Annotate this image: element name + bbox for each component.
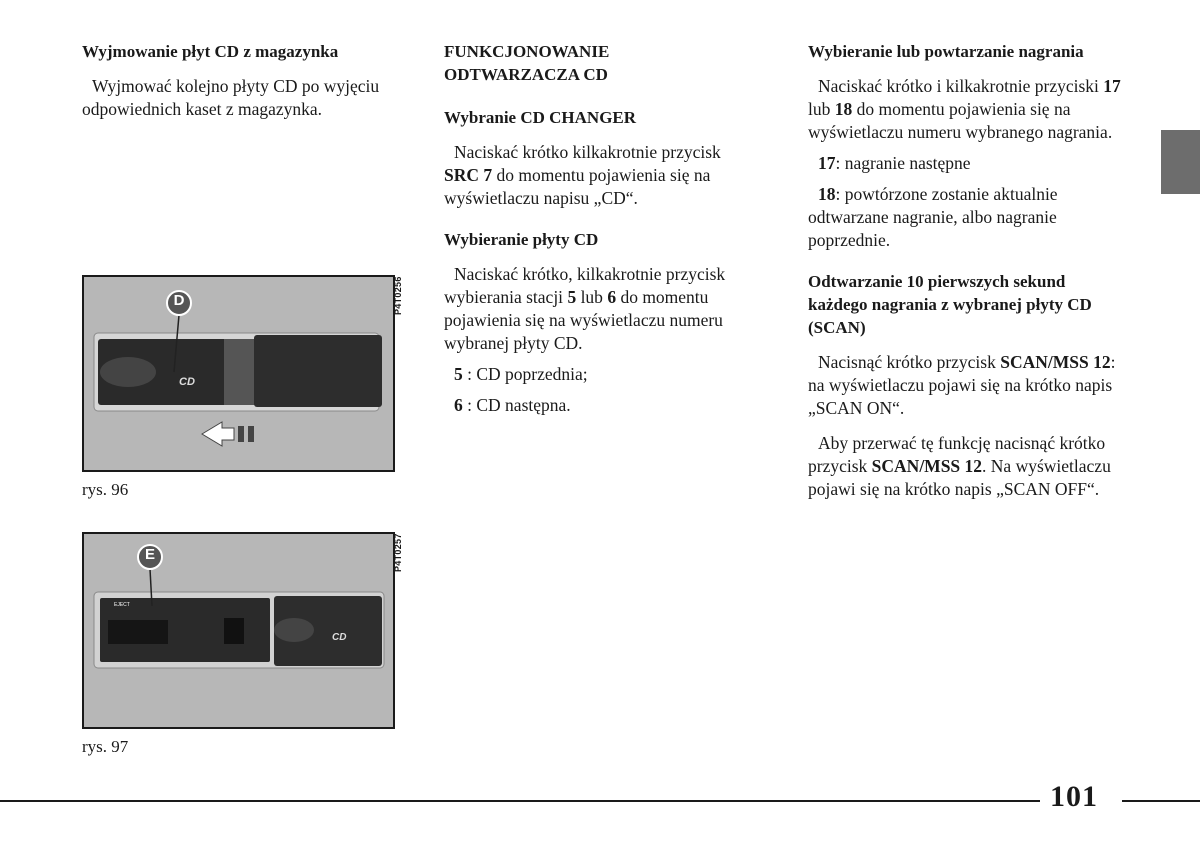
text: Nacisnąć krótko przycisk <box>818 352 1001 372</box>
text: . Na wyświetlaczu pojawi się na krótko napis „SCAN OFF“. <box>808 456 1111 499</box>
figure-97 <box>82 532 395 729</box>
callout-e: E <box>144 546 155 563</box>
bold-text: SCAN/MSS 12 <box>871 456 983 476</box>
text: do momentu pojawienia się na wyświetlaczu numeru wybranego nagrania. <box>808 99 1113 142</box>
figure-code-97: P4T0257 <box>393 533 403 572</box>
item-18 <box>808 183 1122 252</box>
text: do momentu pojawienia się na wyświetlaczu numeru wybranej płyty CD. <box>444 287 723 353</box>
text: lub <box>808 99 835 119</box>
bold-text: SRC 7 <box>444 165 493 185</box>
bold-text: 5 <box>454 364 463 384</box>
figure-96 <box>82 275 395 472</box>
text: : CD następna. <box>462 395 571 415</box>
paragraph-select-track <box>808 75 1122 144</box>
cd-changer-illustration-96 <box>84 277 393 470</box>
text: : CD poprzednia; <box>462 364 588 384</box>
bold-text: 18 <box>818 184 836 204</box>
bold-text: 17 <box>1103 76 1121 96</box>
text: Naciskać krótko, kilkakrotnie przycisk wybierania stacji <box>444 264 726 307</box>
text: : nagranie następne <box>835 153 971 173</box>
cd-changer-illustration-97 <box>84 534 393 727</box>
bold-text: SCAN/MSS 12 <box>1000 352 1111 372</box>
caption-97: rys. 97 <box>82 737 129 756</box>
bold-text: 17 <box>818 153 836 173</box>
paragraph-scan-off <box>808 432 1122 501</box>
bold-text: 6 <box>607 287 617 307</box>
page-number: 101 <box>1050 780 1098 813</box>
column-2 <box>444 40 760 417</box>
bold-text: 18 <box>834 99 853 119</box>
text: Naciskać krótko kilkakrotnie przycisk <box>454 142 721 162</box>
eject-label: EJECT <box>114 602 130 608</box>
heading-line-2: ODTWARZACZA CD <box>444 65 608 84</box>
footer-rule-right <box>1122 800 1200 802</box>
subheading-select-changer: Wybranie CD CHANGER <box>444 108 637 127</box>
item-6 <box>444 394 760 417</box>
column-3 <box>808 40 1122 501</box>
section-tab <box>1161 130 1200 194</box>
paragraph-scan-on <box>808 351 1122 420</box>
paragraph-select-changer <box>444 141 760 210</box>
callout-d: D <box>173 292 185 309</box>
footer-rule-left <box>0 800 1040 802</box>
subheading-select-disc: Wybieranie płyty CD <box>444 230 599 249</box>
heading-select-track: Wybieranie lub powtarzanie nagrania <box>808 42 1084 61</box>
item-5 <box>444 363 760 386</box>
heading-scan: Odtwarzanie 10 pierwszych sekund każdego nagrania z wybranej płyty CD (SCAN) <box>808 272 1092 337</box>
paragraph-removing-cds: Wyjmować kolejno płyty CD po wyjęciu odpowiednich kaset z magazynka. <box>82 76 380 119</box>
item-17 <box>808 152 1122 175</box>
heading-removing-cds: Wyjmowanie płyt CD z magazynka <box>82 42 339 61</box>
text: : powtórzone zostanie aktualnie odtwarzane nagranie, albo nagranie poprzednie. <box>808 184 1058 250</box>
bold-text: 6 <box>454 395 463 415</box>
column-1 <box>82 40 400 121</box>
text: do momentu pojawienia się na wyświetlaczu napisu „CD“. <box>444 165 711 208</box>
text: lub <box>576 287 608 307</box>
paragraph-select-disc <box>444 263 760 355</box>
text: Naciskać krótko i kilkakrotnie przyciski <box>818 76 1104 96</box>
bold-text: 5 <box>567 287 577 307</box>
text: Aby przerwać tę funkcję nacisnąć krótko przycisk <box>808 433 1106 476</box>
cd-logo: CD <box>179 376 195 388</box>
caption-96: rys. 96 <box>82 480 129 499</box>
text: : na wyświetlaczu pojawi się na krótko napis „SCAN ON“. <box>808 352 1116 418</box>
cd-logo: CD <box>332 632 347 643</box>
heading-line-1: FUNKCJONOWANIE <box>444 42 610 61</box>
heading-cd-player-operation <box>444 40 760 86</box>
figure-code-96: P4T0256 <box>393 276 403 315</box>
